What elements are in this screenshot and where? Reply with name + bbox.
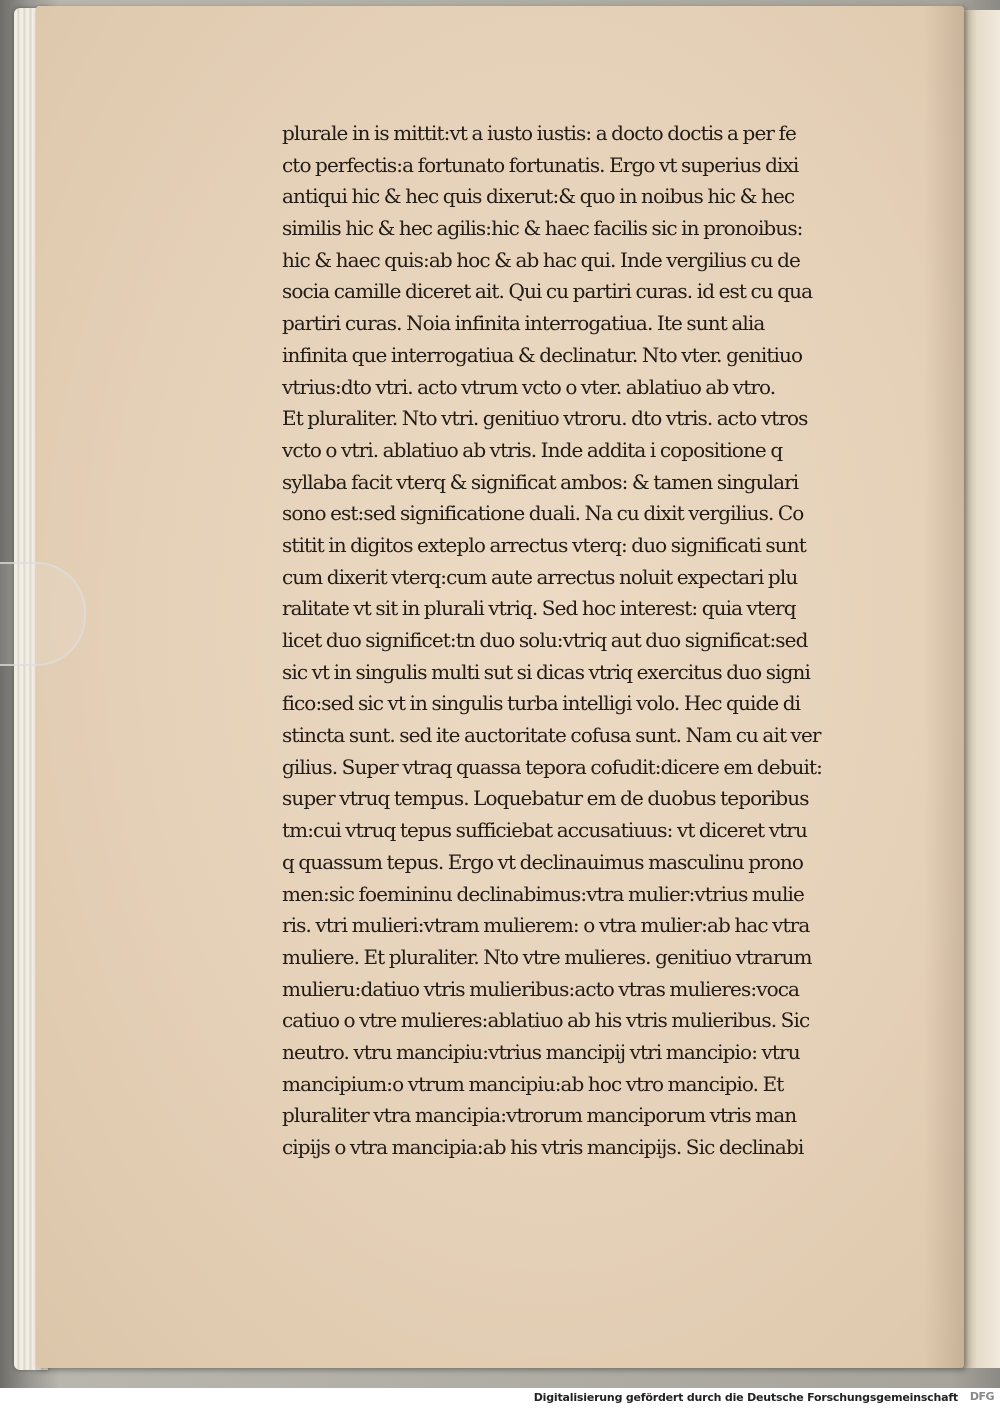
text-line: antiqui hic & hec quis dixerut:& quo in noibus hic & hec — [282, 184, 795, 209]
text-line: fico:sed sic vt in singulis turba intelligi volo. Hec quide di — [282, 691, 801, 716]
text-line: syllaba facit vterq & significat ambos: & tamen singulari — [282, 469, 799, 494]
facing-page-edge — [962, 10, 1000, 1368]
text-line: stincta sunt. sed ite auctoritate cofusa sunt. Nam cu ait ver — [282, 723, 821, 748]
text-line: neutro. vtru mancipiu:vtrius mancipij vtri mancipio: vtru — [282, 1039, 800, 1064]
text-block — [282, 118, 910, 1164]
text-line: stitit in digitos exteplo arrectus vterq: duo significati sunt — [282, 532, 806, 557]
text-line: q quassum tepus. Ergo vt declinauimus masculinu prono — [282, 849, 804, 874]
text-line: plurale in is mittit:vt a iusto iustis: a docto doctis a per fe — [282, 121, 796, 145]
text-line: ralitate vt sit in plurali vtriq. Sed hoc interest: quia vterq — [282, 596, 796, 621]
text-line: cto perfectis:a fortunato fortunatis. Ergo vt superius dixi — [282, 152, 799, 177]
text-line: infinita que interrogatiua & declinatur. Nto vter. genitiuo — [282, 342, 803, 367]
text-line: mulieru:datiuo vtris mulieribus:acto vtras mulieres:voca — [282, 976, 800, 1001]
text-line: hic & haec quis:ab hoc & ab hac qui. Inde vergilius cu de — [282, 247, 800, 272]
text-line: cipijs o vtra mancipia:ab his vtris mancipijs. Sic declinabi — [282, 1135, 804, 1159]
text-line: socia camille diceret ait. Qui cu partiri curas. id est cu qua — [282, 279, 813, 304]
text-line: cum dixerit vterq:cum aute arrectus noluit expectari plu — [282, 564, 798, 589]
text-line: pluraliter vtra mancipia:vtrorum manciporum vtris man — [282, 1103, 797, 1128]
text-line: gilius. Super vtraq quassa tepora cofudit:dicere em debuit: — [282, 754, 822, 779]
text-line: similis hic & hec agilis:hic & haec facilis sic in pronoibus: — [282, 216, 803, 241]
dfg-logo-icon: DFG — [969, 1390, 994, 1403]
text-line: licet duo significet:tn duo solu:vtriq aut duo significat:sed — [282, 628, 808, 652]
text-line: muliere. Et pluraliter. Nto vtre mulieres. genitiuo vtrarum — [282, 944, 812, 969]
text-line: tm:cui vtruq tepus sufficiebat accusatiuus: vt diceret vtru — [282, 818, 807, 843]
text-line: ris. vtri mulieri:vtram mulierem: o vtra mulier:ab hac vtra — [282, 913, 810, 938]
text-line: catiuo o vtre mulieres:ablatiuo ab his vtris mulieribus. Sic — [282, 1008, 810, 1033]
text-line: vtrius:dto vtri. acto vtrum vcto o vter. ablatiuo ab vtro. — [282, 374, 776, 399]
text-line: sono est:sed significatione duali. Na cu dixit vergilius. Co — [282, 501, 804, 526]
text-line: mancipium:o vtrum mancipiu:ab hoc vtro mancipio. Et — [282, 1071, 784, 1096]
footer-credit: Digitalisierung gefördert durch die Deutsche Forschungsgemeinschaft — [533, 1391, 958, 1404]
text-line: super vtruq tempus. Loquebatur em de duobus teporibus — [282, 786, 809, 811]
text-line: vcto o vtri. ablatiuo ab vtris. Inde addita i copositione q — [282, 437, 783, 462]
text-line: partiri curas. Noia infinita interrogatiua. Ite sunt alia — [282, 311, 765, 336]
text-line: Et pluraliter. Nto vtri. genitiuo vtroru. dto vtris. acto vtros — [282, 406, 808, 431]
text-line: sic vt in singulis multi sut si dicas vtriq exercitus duo signi — [282, 659, 810, 684]
text-line: men:sic foemininu declinabimus:vtra mulier:vtrius mulie — [282, 881, 804, 906]
